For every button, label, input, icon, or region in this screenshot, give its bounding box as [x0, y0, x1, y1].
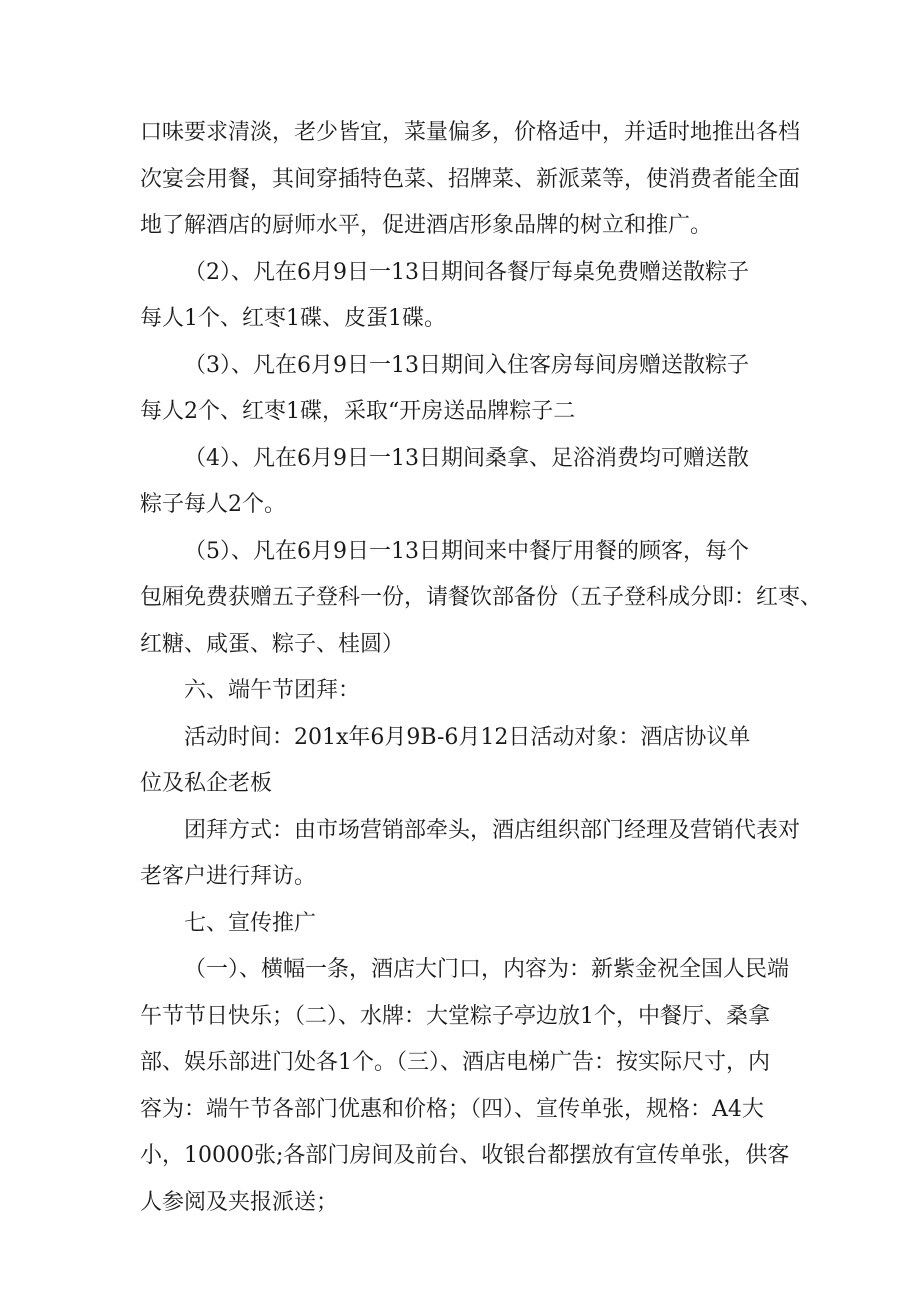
- text-line: 活动时间：201x年6月9B-6月12日活动对象：酒店协议单: [184, 724, 751, 750]
- text-line: （3）、凡在6月9日一13日期间入住客房每间房赠送散粽子: [184, 352, 749, 378]
- text-line: 地了解酒店的厨师水平，促进酒店形象品牌的树立和推广。: [140, 213, 713, 238]
- text-line: 次宴会用餐，其间穿插特色菜、招牌菜、新派菜等，使消费者能全面: [140, 166, 801, 192]
- text-line: 小，10000张;各部门房间及前台、收银台都摆放有宣传单张，供客: [140, 1143, 790, 1168]
- text-line: （2）、凡在6月9日一13日期间各餐厅每桌免费赠送散粽子: [184, 259, 749, 285]
- text-line: 位及私企老板: [140, 771, 273, 796]
- section-heading: 六、端午节团拜：: [184, 678, 361, 703]
- text-line: 每人2个、红枣1碟，采取“开房送品牌粽子二: [140, 399, 576, 424]
- text-line: （4）、凡在6月9日一13日期间桑拿、足浴消费均可赠送散: [184, 445, 749, 471]
- section-heading: 七、宣传推广: [184, 910, 317, 936]
- text-line: （5）、凡在6月9日一13日期间来中餐厅用餐的顾客，每个: [184, 538, 749, 564]
- text-line: 部、娱乐部进门处各1个。（三）、酒店电梯广告：按实际尺寸，内: [140, 1050, 770, 1075]
- text-line: 粽子每人2个。: [140, 492, 286, 517]
- document-body: [140, 110, 823, 1226]
- text-line: 包厢免费获赠五子登科一份，请餐饮部备份（五子登科成分即：红枣、: [140, 585, 823, 610]
- text-line: 每人1个、红枣1碟、皮蛋1碟。: [140, 306, 446, 331]
- text-line: 老客户进行拜访。: [140, 864, 317, 889]
- text-line: 容为：端午节各部门优惠和价格；（四）、宣传单张，规格：A4大: [140, 1096, 764, 1122]
- text-line: 口味要求清淡，老少皆宜，菜量偏多，价格适中，并适时地推出各档: [140, 120, 801, 145]
- text-line: （一）、横幅一条，酒店大门口，内容为：新紫金祝全国人民端: [184, 957, 790, 982]
- text-line: 团拜方式：由市场营销部牵头，酒店组织部门经理及营销代表对: [184, 817, 801, 843]
- text-line: 午节节日快乐；（二）、水牌：大堂粽子亭边放1个，中餐厅、桑拿: [140, 1003, 770, 1029]
- text-line: 红糖、咸蛋、粽子、桂圆）: [140, 631, 405, 657]
- text-line: 人参阅及夹报派送；: [140, 1189, 339, 1215]
